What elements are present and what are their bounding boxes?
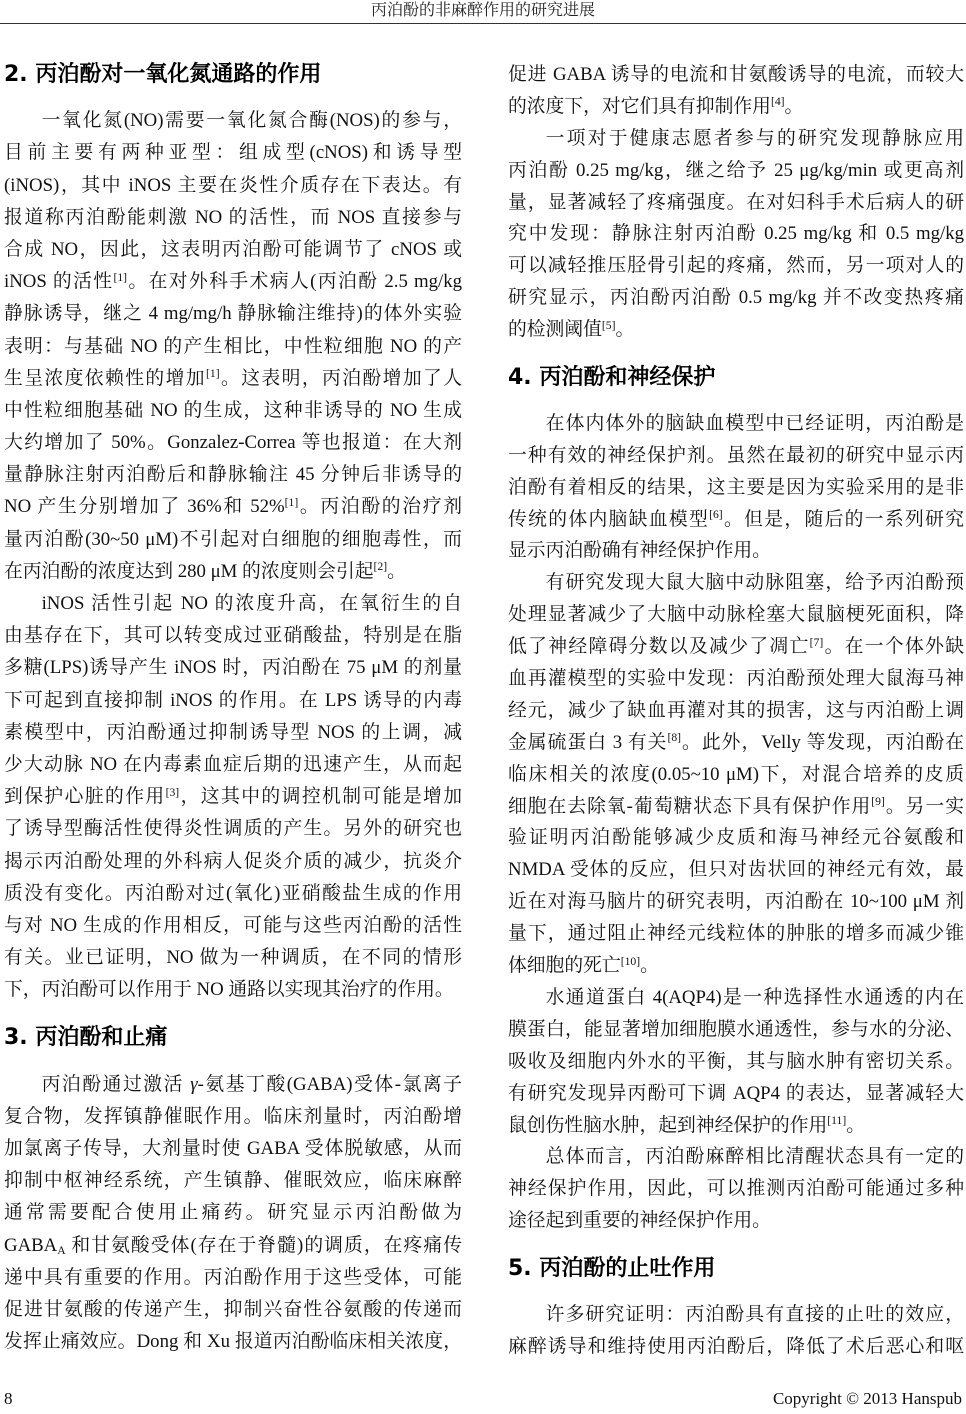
text-line: 加氯离子传导，大剂量时使 GABA 受体脱敏感，从而: [4, 1138, 462, 1159]
text-line: 目前主要有两种亚型：组成型(cNOS)和诱导型: [4, 142, 462, 164]
right-column: [508, 59, 964, 1363]
citation-ref: [3]: [165, 785, 180, 799]
page-number: 8: [4, 1389, 13, 1408]
text-line: 显示丙泊酚确有神经保护作用。: [508, 540, 771, 562]
paragraph: [508, 1141, 964, 1237]
text-line: 与对 NO 生成的作用相反，可能与这些丙泊酚的活性: [4, 914, 462, 936]
text-line: 的浓度下，对它们具有抑制作用[4]。: [508, 95, 804, 117]
text-line: 生呈浓度依赖性的增加[1]。这表明，丙泊酚增加了人: [4, 367, 462, 389]
text-line: 抑制中枢神经系统，产生镇静、催眠效应，临床麻醉: [4, 1170, 462, 1192]
text-line: 量静脉注射丙泊酚后和静脉输注 45 分钟后非诱导的: [4, 464, 462, 486]
paragraph: [508, 1299, 964, 1363]
text-line: 大约增加了 50%。Gonzalez-Correa 等也报道：在大剂: [4, 432, 462, 454]
section-heading: 5. 丙泊酚的止吐作用: [508, 1256, 716, 1282]
text-line: 丙泊酚 0.25 mg/kg，继之给予 25 μg/kg/min 或更高剂: [508, 159, 964, 181]
text-line: 临床相关的浓度(0.05~10 μM)下，对混合培养的皮质: [508, 763, 964, 785]
text-line: NMDA 受体的反应，但只对齿状回的神经元有效，最: [508, 859, 964, 881]
text-line: 金属硫蛋白 3 有关[8]。此外，Velly 等发现，丙泊酚在: [508, 731, 964, 753]
text-line: $GABA_A$ 和甘氨酸受体(存在于脊髓)的调质，在疼痛传: [4, 1234, 462, 1258]
text-line: 的检测阈值[5]。: [508, 318, 635, 341]
text-line: 有关。业已证明，NO 做为一种调质，在不同的情形: [4, 947, 462, 969]
text-line: 途径起到重要的神经保护作用。: [508, 1210, 771, 1232]
citation-ref: [6]: [709, 508, 723, 522]
section-heading: 3. 丙泊酚和止痛: [4, 1025, 168, 1051]
text-line: 总体而言，丙泊酚麻醉相比清醒状态具有一定的: [545, 1146, 964, 1168]
text-line: 表明：与基础 NO 的产生相比，中性粒细胞 NO 的产: [4, 335, 462, 357]
text-line: 合成 NO，因此，这表明丙泊酚可能调节了 cNOS 或: [4, 238, 462, 260]
text-line: 促进甘氨酸的传递产生，抑制兴奋性谷氨酸的传递而: [4, 1298, 462, 1320]
paragraph: [4, 1069, 462, 1359]
text-line: 究中发现：静脉注射丙泊酚 0.25 mg/kg 和 0.5 mg/kg: [508, 223, 964, 245]
text-line: 促进 GABA 诱导的电流和甘氨酸诱导的电流，而较大: [508, 64, 964, 85]
text-line: 验证明丙泊酚能够减少皮质和海马神经元谷氨酸和: [508, 827, 964, 849]
paragraph: [508, 59, 964, 123]
text-line: 经元，减少了缺血再灌对其的损害，这与丙泊酚上调: [508, 699, 964, 721]
section-heading: 2. 丙泊酚对一氧化氮通路的作用: [4, 62, 322, 87]
text-line: 在丙泊酚的浓度达到 280 μM 的浓度则会引起[2]。: [4, 560, 406, 582]
text-line: 下可起到直接抑制 iNOS 的作用。在 LPS 诱导的内毒: [4, 689, 462, 711]
running-header: 丙泊酚的非麻醉作用的研究进展: [370, 2, 595, 19]
text-line: 一种有效的神经保护剂。虽然在最初的研究中显示丙: [508, 444, 964, 466]
text-line: 揭示丙泊酚处理的外科病人促炎介质的减少，抗炎介: [4, 850, 462, 872]
text-line: iNOS 活性引起 NO 的浓度升高，在氧衍生的自: [41, 593, 462, 614]
italic-symbol: γ: [190, 1073, 198, 1095]
text-line: 鼠创伤性脑水肿，起到神经保护的作用[11]。: [508, 1114, 866, 1136]
citation-ref: [9]: [871, 795, 885, 809]
left-column: [4, 59, 462, 1358]
text-line: 麻醉诱导和维持使用丙泊酚后，降低了术后恶心和呕: [508, 1335, 964, 1357]
text-line: (iNOS)，其中 iNOS 主要在炎性介质存在下表达。有: [4, 174, 462, 196]
citation-ref: [1]: [113, 270, 128, 284]
text-line: iNOS 的活性[1]。在对外科手术病人(丙泊酚 2.5 mg/kg: [4, 270, 462, 293]
text-line: 血再灌模型的实验中发现：丙泊酚预处理大鼠海马神: [508, 668, 964, 690]
text-line: 在体内体外的脑缺血模型中已经证明，丙泊酚是: [545, 412, 964, 434]
paragraph: [508, 567, 964, 982]
text-line: 一项对于健康志愿者参与的研究发现静脉应用: [545, 127, 964, 149]
citation-ref: [7]: [809, 635, 824, 649]
text-line: 由基存在下，其可以转变成过亚硝酸盐，特别是在脂: [4, 625, 462, 647]
citation-ref: [1]: [284, 496, 299, 510]
text-line: 递中具有重要的作用。丙泊酚作用于这些受体，可能: [4, 1266, 462, 1288]
text-line: 吸收及细胞内外水的平衡，其与脑水肿有密切关系。: [508, 1050, 964, 1072]
text-line: 复合物，发挥镇静催眠作用。临床剂量时，丙泊酚增: [4, 1105, 462, 1127]
text-line: 可以减轻推压胫骨引起的疼痛，然而，另一项对人的: [508, 255, 964, 277]
text-line: 素模型中，丙泊酚通过抑制诱导型 NOS 的上调，减: [4, 721, 462, 743]
paragraph: [4, 588, 462, 1006]
text-line: 膜蛋白，能显著增加细胞膜水通透性，参与水的分泌、: [508, 1018, 964, 1040]
citation-ref: [11]: [827, 1114, 847, 1128]
text-line: 量下，通过阻止神经元线粒体的肿胀的增多而减少锥: [508, 923, 964, 945]
text-line: 量丙泊酚(30~50 μM)不引起对白细胞的细胞毒性，而: [4, 528, 462, 550]
text-line: 了诱导型酶活性使得炎性调质的产生。另外的研究也: [4, 818, 462, 840]
text-line: 传统的体内脑缺血模型[6]。但是，随后的一系列研究: [508, 508, 964, 530]
text-line: 中性粒细胞基础 NO 的生成，这种非诱导的 NO 生成: [4, 399, 462, 421]
text-line: 少大动脉 NO 在内毒素血症后期的迅速产生，从而起: [4, 753, 462, 775]
text-line: 体细胞的死亡[10]。: [508, 954, 659, 977]
text-line: 下，丙泊酚可以作用于 NO 通路以实现其治疗的作用。: [4, 979, 454, 1001]
text-line: 近在对海马脑片的研究表明，丙泊酚在 10~100 μM 剂: [508, 891, 964, 913]
text-line: 有研究发现大鼠大脑中动脉阻塞，给予丙泊酚预: [545, 572, 964, 594]
text-line: 低了神经障碍分数以及减少了凋亡[7]。在一个体外缺: [508, 635, 964, 658]
paragraph: [508, 982, 964, 1141]
paragraph: [508, 123, 964, 346]
text-line: NO 产生分别增加了 36%和 52%[1]。丙泊酚的治疗剂: [4, 496, 462, 518]
citation-ref: [2]: [373, 560, 388, 574]
text-line: 神经保护作用，因此，可以推测丙泊酚可能通过多种: [508, 1178, 964, 1200]
text-line: 水通道蛋白 4(AQP4)是一种选择性水通透的内在: [545, 986, 964, 1008]
citation-ref: [5]: [601, 318, 616, 332]
text-line: 有研究发现异丙酚可下调 AQP4 的表达，显著减轻大: [508, 1082, 964, 1104]
text-line: 研究显示，丙泊酚丙泊酚 0.5 mg/kg 并不改变热疼痛: [508, 287, 964, 309]
paragraph: [508, 408, 964, 567]
citation-ref: [1]: [206, 367, 220, 381]
paragraph: [4, 105, 462, 588]
text-line: 多糖(LPS)诱导产生 iNOS 时，丙泊酚在 75 μM 的剂量: [4, 657, 462, 679]
citation-ref: [8]: [667, 731, 682, 745]
text-line: 丙泊酚通过激活 γ-氨基丁酸(GABA)受体-氯离子: [41, 1073, 462, 1095]
text-line: 泊酚有着相反的结果，这主要是因为实验采用的是非: [508, 476, 964, 498]
text-line: 许多研究证明：丙泊酚具有直接的止吐的效应，: [545, 1303, 964, 1325]
text-line: 细胞在去除氧-葡萄糖状态下具有保护作用[9]。另一实: [508, 795, 964, 817]
text-line: 静脉诱导，继之 4 mg/mg/h 静脉输注维持)的体外实验: [4, 303, 462, 325]
copyright-notice: Copyright © 2013 Hanspub: [772, 1389, 962, 1408]
text-line: 处理显著减少了大脑中动脉栓塞大鼠脑梗死面积，降: [508, 604, 964, 626]
text-line: 质没有变化。丙泊酚对过(氧化)亚硝酸盐生成的作用: [4, 882, 462, 904]
subscript: A: [57, 1244, 66, 1258]
section-heading: 4. 丙泊酚和神经保护: [508, 365, 716, 391]
text-line: 报道称丙泊酚能刺激 NO 的活性，而 NOS 直接参与: [4, 206, 462, 228]
header-rule: [0, 23, 966, 24]
text-line: 到保护心脏的作用[3]，这其中的调控机制可能是增加: [4, 785, 462, 808]
citation-ref: [4]: [770, 95, 785, 109]
text-line: 量，显著减轻了疼痛强度。在对妇科手术后病人的研: [508, 191, 964, 213]
text-line: 通常需要配合使用止痛药。研究显示丙泊酚做为: [4, 1202, 462, 1224]
citation-ref: [10]: [620, 954, 641, 968]
text-line: 一氧化氮(NO)需要一氧化氮合酶(NOS)的参与，: [41, 110, 462, 132]
text-line: 发挥止痛效应。Dong 和 Xu 报道丙泊酚临床相关浓度，: [4, 1331, 462, 1353]
